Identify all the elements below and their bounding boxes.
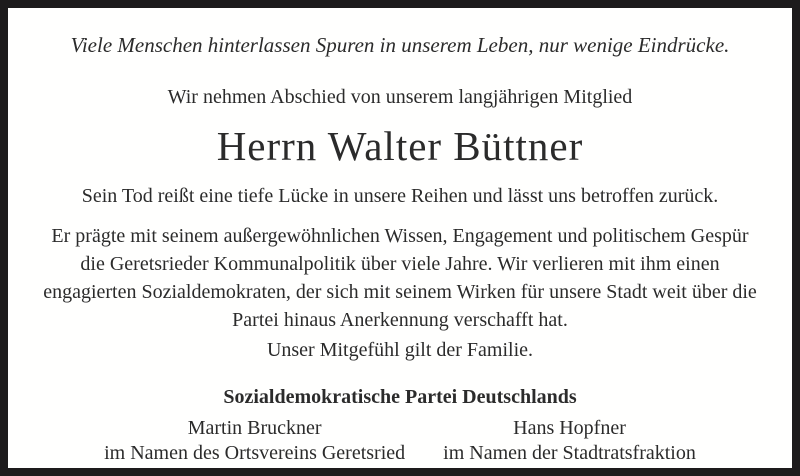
deceased-name: Herrn Walter Büttner: [216, 123, 584, 169]
tribute-paragraph: [8, 222, 792, 334]
loss-statement: Sein Tod reißt eine tiefe Lücke in unsere Reihen und lässt uns betroffen zurück.: [81, 185, 719, 207]
signatory-role: im Namen des Ortsvereins Geretsried: [104, 442, 406, 464]
organization-name: Sozialdemokratische Partei Deutschlands: [223, 386, 577, 408]
signatory-name: Martin Bruckner: [187, 417, 322, 439]
tribute-line: Er prägte mit seinem außergewöhnlichen Wissen, Engagement und politischem Gespür: [51, 225, 749, 247]
tribute-line: die Geretsrieder Kommunalpolitik über viele Jahre. Wir verlieren mit ihm einen: [80, 253, 720, 275]
memorial-quote: Viele Menschen hinterlassen Spuren in unserem Leben, nur wenige Eindrücke.: [70, 33, 730, 57]
signature-block: [8, 416, 792, 466]
signatory-right: [443, 416, 696, 466]
signatory-name: Hans Hopfner: [513, 417, 626, 439]
tribute-line: Partei hinaus Anerkennung verschafft hat.: [232, 309, 568, 331]
condolence-line: Unser Mitgefühl gilt der Familie.: [266, 339, 534, 361]
tribute-line: engagierten Sozialdemokraten, der sich mit seinem Wirken für unsere Stadt weit über die: [43, 281, 757, 303]
signatory-left: [104, 416, 405, 466]
farewell-intro: Wir nehmen Abschied von unserem langjährigen Mitglied: [167, 86, 633, 108]
signatory-role: im Namen der Stadtratsfraktion: [443, 442, 696, 464]
